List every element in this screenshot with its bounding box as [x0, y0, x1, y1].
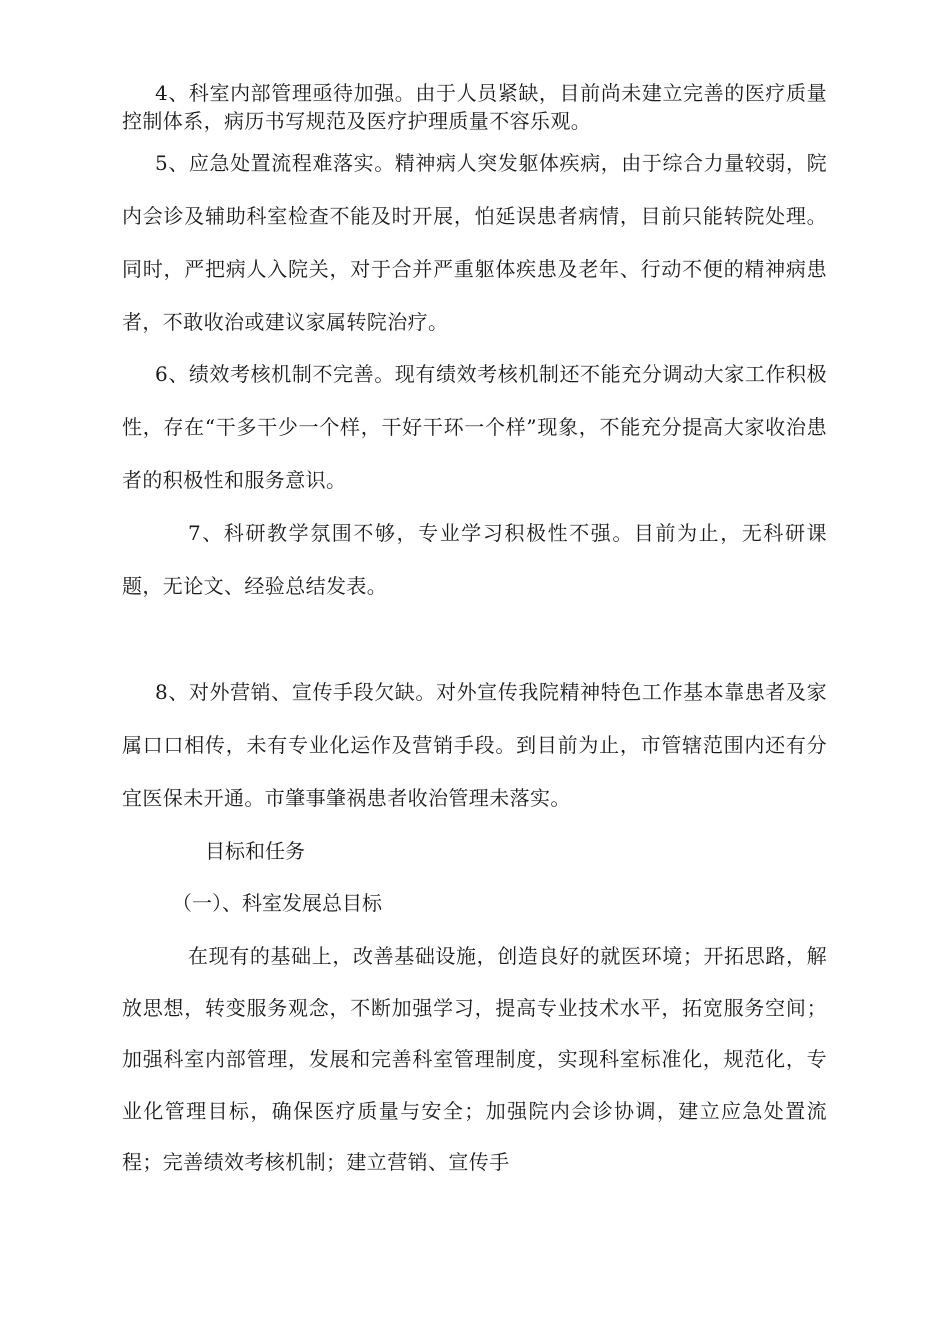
paragraph-item-8: 8、对外营销、宣传手段欠缺。对外宣传我院精神特色工作基本靠患者及家属口口相传，未有专业化运作及营销手段。到目前为止，市管辖范围内还有分宜医保未开通。市肇事肇祸患者收治管理未落实。	[122, 680, 827, 810]
paragraph-item-7: 7、科研教学氛围不够，专业学习积极性不强。目前为止，无科研课题，无论文、经验总结发表。	[122, 521, 827, 598]
goal-paragraph: 在现有的基础上，改善基础设施，创造良好的就医环境；开拓思路，解放思想，转变服务观念，不断加强学习，提高专业技术水平，拓宽服务空间；加强科室内部管理，发展和完善科室管理制度，实现科室标准化，规范化，专业化管理目标，确保医疗质量与安全；加强院内会诊协调，建立应急处置流程；完善绩效考核机制；建立营销、宣传手	[122, 944, 827, 1174]
section-title: 目标和任务	[205, 839, 305, 863]
paragraph-item-4: 4、科室内部管理亟待加强。由于人员紧缺，目前尚未建立完善的医疗质量控制体系，病历书写规范及医疗护理质量不容乐观。	[122, 81, 827, 133]
paragraph-item-6: 6、绩效考核机制不完善。现有绩效考核机制还不能充分调动大家工作积极性，存在“干多干少一个样，干好干环一个样”现象，不能充分提高大家收治患者的积极性和服务意识。	[122, 362, 827, 492]
subsection-title: （一）、科室发展总目标	[172, 891, 382, 915]
paragraph-item-5: 5、应急处置流程难落实。精神病人突发躯体疾病，由于综合力量较弱，院内会诊及辅助科室检查不能及时开展，怕延误患者病情，目前只能转院处理。同时，严把病人入院关，对于合并严重躯体疾患及老年、行动不便的精神病患者，不敢收治或建议家属转院治疗。	[122, 151, 827, 334]
